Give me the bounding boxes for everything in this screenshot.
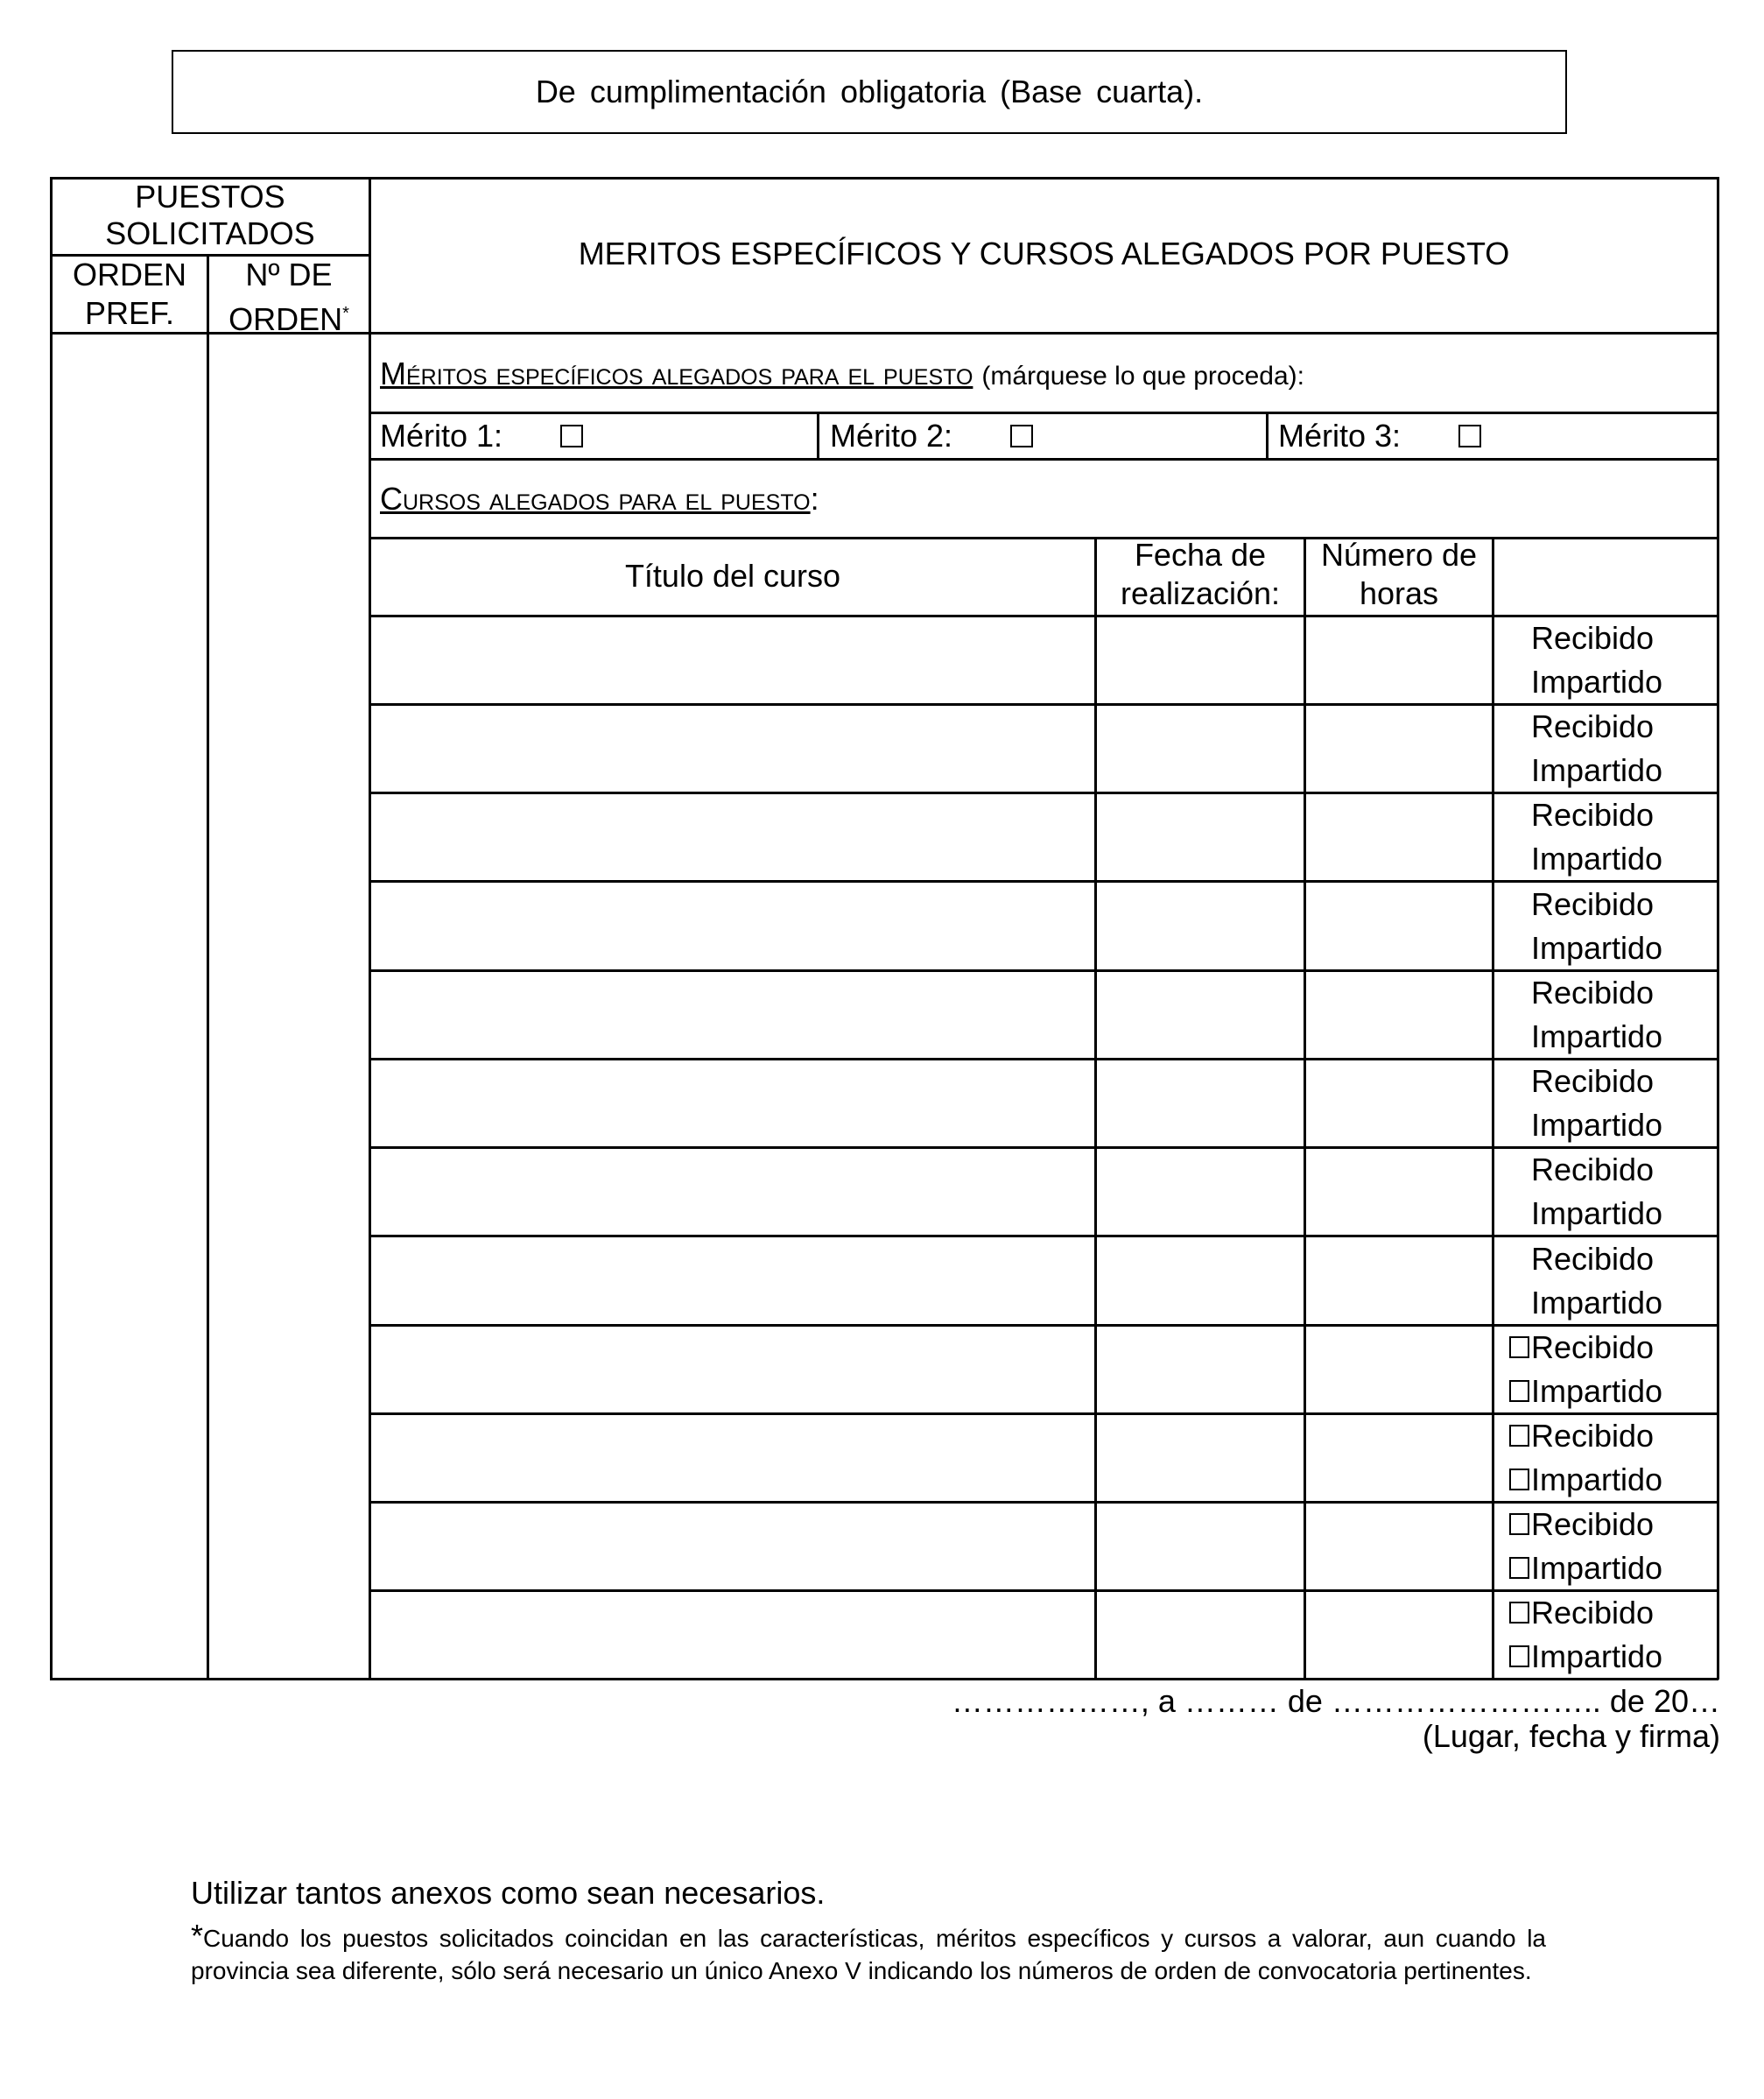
course-row-2-impartido[interactable]: Impartido [1531, 752, 1663, 788]
course-row-9-impartido[interactable] [1509, 1370, 1662, 1413]
course-row-3-recibido[interactable]: Recibido [1531, 797, 1655, 833]
course-row-2-recibido[interactable]: Recibido [1531, 708, 1655, 744]
course-row-11-impartido[interactable] [1509, 1546, 1662, 1590]
meritos-hint: (márquese lo que proceda): [981, 362, 1304, 391]
puestos-solicitados-header: PUESTOS SOLICITADOS [105, 179, 315, 251]
merito-1-checkbox[interactable] [560, 425, 583, 447]
cursos-heading-label: Cursos alegados para el puesto [380, 481, 811, 517]
course-row-11-recibido[interactable] [1509, 1503, 1654, 1546]
merito-1[interactable] [380, 417, 583, 454]
merito-2-checkbox[interactable] [1010, 425, 1033, 447]
merito-2-label: Mérito 2: [830, 418, 953, 454]
course-row-11-impartido-label: Impartido [1531, 1550, 1663, 1586]
course-row-1-impartido[interactable]: Impartido [1531, 664, 1663, 700]
n-orden-mark: * [342, 304, 349, 323]
course-row-12-recibido[interactable] [1509, 1591, 1654, 1635]
checkbox-icon[interactable] [1509, 1513, 1529, 1535]
n-orden-header [214, 256, 363, 339]
course-row-12-impartido-label: Impartido [1531, 1638, 1663, 1674]
checkbox-icon[interactable] [1509, 1602, 1529, 1624]
course-row-3-impartido[interactable]: Impartido [1531, 841, 1663, 877]
checkbox-icon[interactable] [1509, 1425, 1529, 1447]
course-row-8-recibido[interactable]: Recibido [1531, 1241, 1655, 1277]
n-orden-label: Nº DE ORDEN [228, 257, 343, 337]
course-row-6-recibido[interactable]: Recibido [1531, 1063, 1655, 1099]
col-horas: Número de horas [1320, 537, 1478, 611]
course-row-9-recibido-label: Recibido [1531, 1329, 1655, 1365]
course-row-9-impartido-label: Impartido [1531, 1373, 1663, 1409]
course-row-10-impartido-label: Impartido [1531, 1462, 1663, 1497]
merito-2[interactable] [830, 417, 1033, 454]
merito-1-label: Mérito 1: [380, 418, 503, 454]
course-row-8-impartido[interactable]: Impartido [1531, 1285, 1663, 1321]
course-row-7-impartido[interactable]: Impartido [1531, 1195, 1663, 1231]
course-row-9-recibido[interactable] [1509, 1326, 1654, 1370]
footnote-text: Cuando los puestos solicitados coincidan en las características, méritos específicos y cursos a valorar, aun cuando la provincia sea diferente, sólo será necesario un único Anexo V indicando los números de orden de convocatoria pertinentes. [191, 1925, 1546, 1984]
meritos-title: MERITOS ESPECÍFICOS Y CURSOS ALEGADOS POR PUESTO [578, 236, 1510, 271]
course-row-6-impartido[interactable]: Impartido [1531, 1107, 1663, 1143]
course-row-5-recibido[interactable]: Recibido [1531, 975, 1655, 1011]
checkbox-icon[interactable] [1509, 1557, 1529, 1579]
signature-caption: (Lugar, fecha y firma) [1422, 1718, 1720, 1754]
checkbox-icon[interactable] [1509, 1645, 1529, 1667]
course-row-1-recibido[interactable]: Recibido [1531, 620, 1655, 656]
cursos-heading [380, 480, 819, 518]
orden-pref-header: ORDEN PREF. [72, 257, 186, 331]
course-row-12-recibido-label: Recibido [1531, 1595, 1655, 1631]
merito-3-checkbox[interactable] [1458, 425, 1481, 447]
course-row-10-recibido[interactable] [1509, 1414, 1654, 1458]
checkbox-icon[interactable] [1509, 1380, 1529, 1402]
meritos-heading [380, 355, 1304, 392]
col-fecha: Fecha de realización: [1120, 537, 1281, 611]
checkbox-icon[interactable] [1509, 1336, 1529, 1358]
course-row-5-impartido[interactable]: Impartido [1531, 1018, 1663, 1054]
footnote-star: * [191, 1918, 204, 1954]
merito-3-label: Mérito 3: [1278, 418, 1402, 454]
meritos-heading-label: Méritos específicos alegados para el puesto [380, 356, 973, 391]
cursos-heading-colon: : [810, 481, 819, 517]
course-row-7-recibido[interactable]: Recibido [1531, 1152, 1655, 1187]
course-row-12-impartido[interactable] [1509, 1635, 1662, 1679]
signature-line: ………………, a ……… de …………………….. de 20… [951, 1683, 1720, 1719]
course-row-4-recibido[interactable]: Recibido [1531, 886, 1655, 922]
merito-3[interactable] [1278, 417, 1481, 454]
checkbox-icon[interactable] [1509, 1469, 1529, 1490]
notice-text: De cumplimentación obligatoria (Base cuarta). [535, 74, 1204, 109]
col-titulo: Título del curso [624, 558, 841, 594]
course-row-10-impartido[interactable] [1509, 1458, 1662, 1502]
note-annexes: Utilizar tantos anexos como sean necesarios. [191, 1875, 826, 1911]
course-row-10-recibido-label: Recibido [1531, 1418, 1655, 1454]
mandatory-notice [172, 50, 1567, 134]
course-row-11-recibido-label: Recibido [1531, 1506, 1655, 1542]
course-row-4-impartido[interactable]: Impartido [1531, 930, 1663, 966]
footnote [191, 1919, 1546, 1987]
